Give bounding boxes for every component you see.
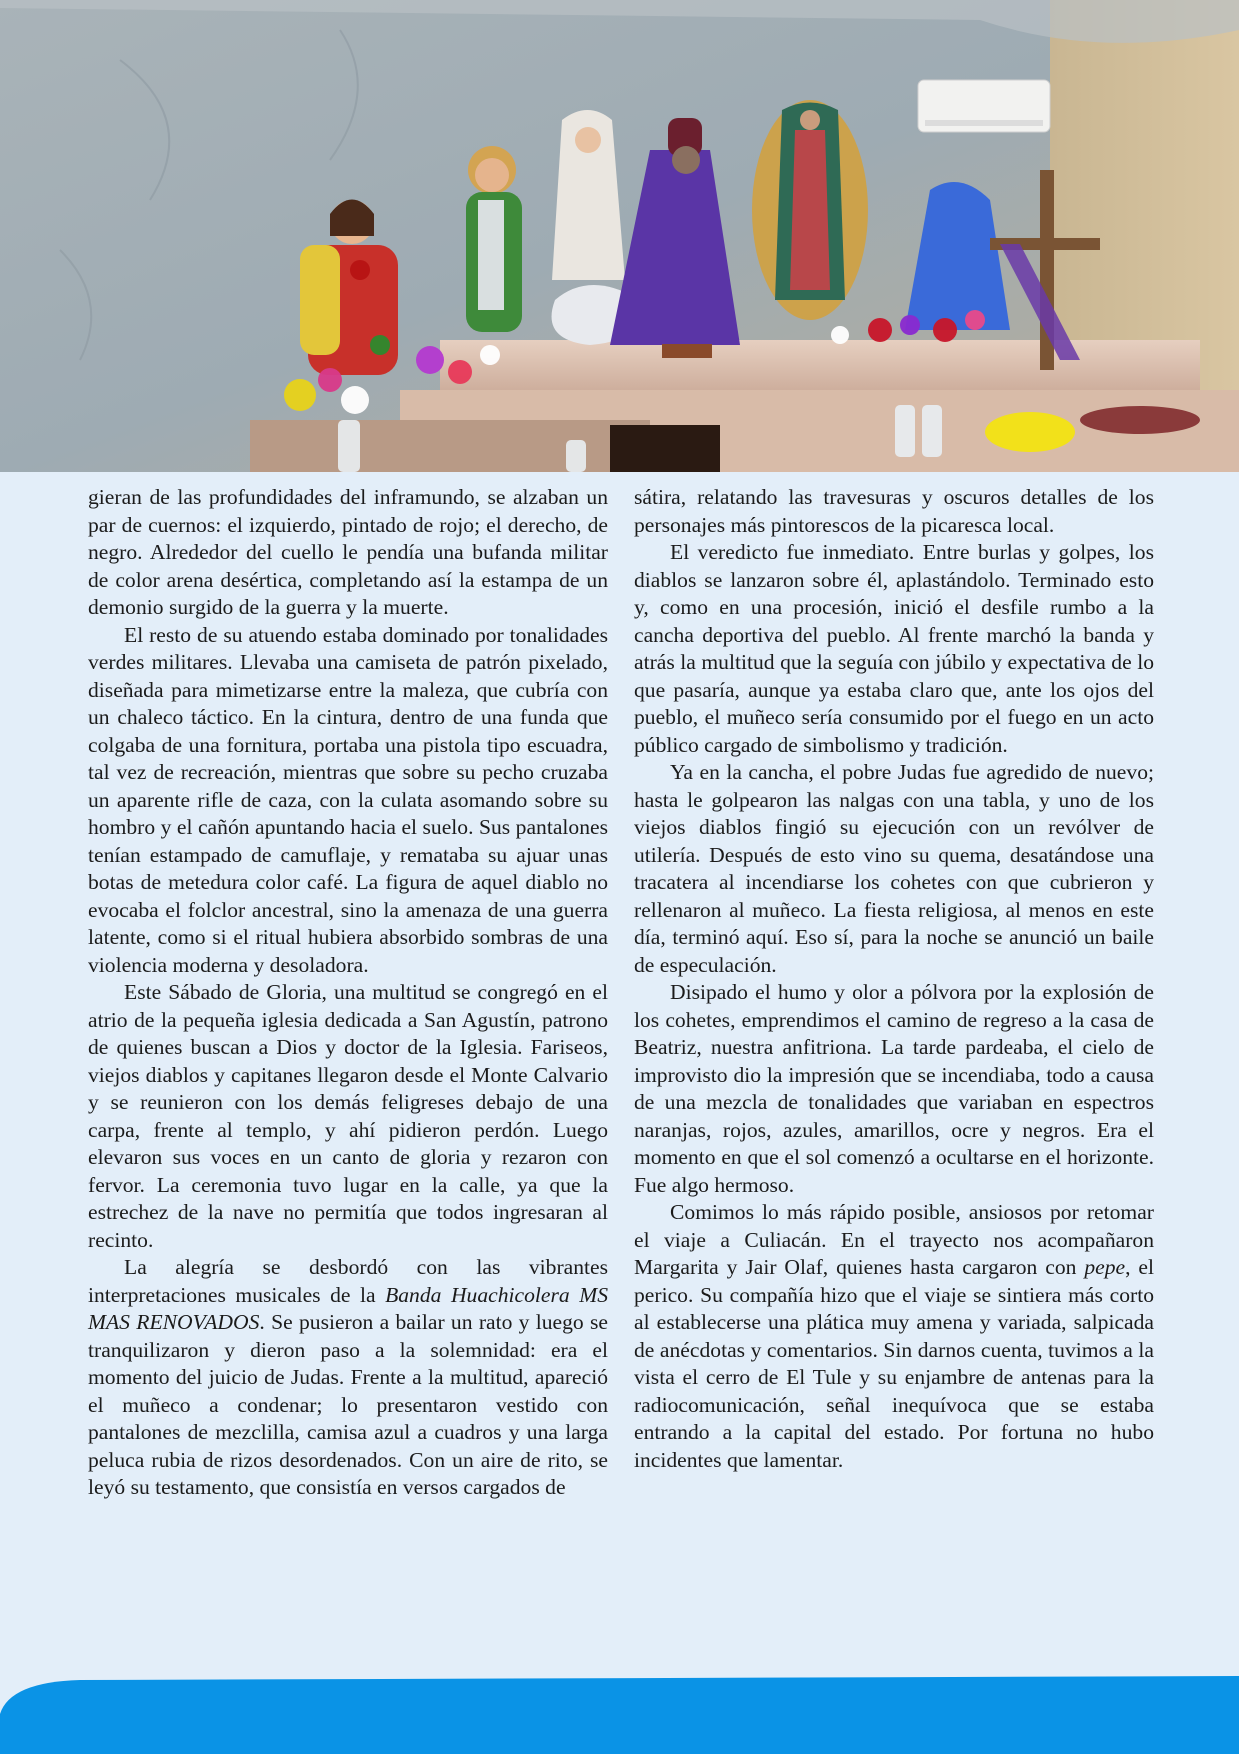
footer-wave <box>0 1676 1239 1754</box>
column-left <box>88 484 608 1502</box>
paragraph: sátira, relatando las travesuras y oscuros detalles de los personajes más pintorescos de la picaresca local. <box>634 485 1154 537</box>
article-body <box>88 484 1154 1502</box>
paragraph: Ya en la cancha, el pobre Judas fue agredido de nuevo; hasta le golpearon las nalgas con una tabla, y uno de los viejos diablos fingió su ejecución con un revólver de utilería. Después de esto vino su quema, desatándose una tracatera al incendiarse los cohetes con que cubrieron y rellenaron al muñeco. La fiesta religiosa, al menos en este día, terminó aquí. Eso sí, para la noche se anunció un baile de especulación. <box>634 760 1154 977</box>
text-run: , el perico. Su compañía hizo que el viaje se sintiera más corto al establecerse una plática muy amena y variada, salpicada de anécdotas y comentarios. Sin darnos cuenta, tuvimos a la vista el cerro de El Tule y su enjambre de antenas para la radiocomunicación, señal inequívoca que se estaba entrando a la capital del estado. Por fortuna no hubo incidentes que lamentar. <box>634 1255 1154 1472</box>
paragraph <box>88 1254 608 1502</box>
parrot-name: pepe <box>1084 1255 1126 1279</box>
paragraph: Disipado el humo y olor a pólvora por la explosión de los cohetes, emprendimos el camino de regreso a la casa de Beatriz, nuestra anfitriona. La tarde pardeaba, el cielo de improvisto dio la impresión que se incendiaba, todo a causa de una mezcla de tonalidades que variaban en espectros naranjas, rojos, azules, amarillos, ocre y negros. Era el momento en que el sol comenzó a ocultarse en el horizonte. Fue algo hermoso. <box>634 980 1154 1197</box>
altar-photo <box>0 0 1239 472</box>
altar-illustration <box>0 0 1239 472</box>
text-run: Comimos lo más rápido posible, ansiosos por retomar el viaje a Culiacán. En el trayecto nos acompañaron Margarita y Jair Olaf, quienes hasta cargaron con <box>634 1200 1154 1279</box>
paragraph: gieran de las profundidades del inframundo, se alzaban un par de cuernos: el izquierdo, pintado de rojo; el derecho, de negro. Alrededor del cuello le pendía una bufanda militar de color arena desértica, completando así la estampa de un demonio surgido de la guerra y la muerte. <box>88 485 608 619</box>
paragraph <box>634 1199 1154 1474</box>
footer-band <box>0 1676 1239 1754</box>
paragraph: El resto de su atuendo estaba dominado por tonalidades verdes militares. Llevaba una camiseta de patrón pixelado, diseñada para mimetizarse entre la maleza, que cubría con un chaleco táctico. En la cintura, dentro de una funda que colgaba de una fornitura, portaba una pistola tipo escuadra, tal vez de recreación, mientras que sobre su pecho cruzaba un aparente rifle de caza, con la culata asomando sobre su hombro y el cañón apuntando hacia el suelo. Sus pantalones tenían estampado de camuflaje, y remataba su ajuar unas botas de metedura color café. La figura de aquel diablo no evocaba el folclor ancestral, sino la amenaza de una guerra latente, como si el ritual hubiera absorbido sombras de una violencia moderna y desoladora. <box>88 622 608 977</box>
column-right <box>634 484 1154 1502</box>
text-run: . Se pusieron a bailar un rato y luego se tranquilizaron y dieron paso a la solemnidad: era el momento del juicio de Judas. Frente a la multitud, apareció el muñeco a condenar; lo presentaron vestido con pantalones de mezclilla, camisa azul a cuadros y una larga peluca rubia de rizos desordenados. Con un aire de rito, se leyó su testamento, que consistía en versos cargados de <box>88 1310 609 1499</box>
paragraph: El veredicto fue inmediato. Entre burlas y golpes, los diablos se lanzaron sobre él, aplastándolo. Terminado esto y, como en una procesión, inició el desfile rumbo a la cancha deportiva del pueblo. Al frente marchó la banda y atrás la multitud que la seguía con júbilo y expectativa de lo que pasaría, aunque ya estaba claro que, ante los ojos del pueblo, el muñeco sería consumido por el fuego en un acto público cargado de simbolismo y tradición. <box>634 540 1154 757</box>
paragraph: Este Sábado de Gloria, una multitud se congregó en el atrio de la pequeña iglesia dedicada a San Agustín, patrono de quienes buscan a Dios y doctor de la Iglesia. Fariseos, viejos diablos y capitanes llegaron desde el Monte Calvario y se reunieron con los demás feligreses debajo de una carpa, frente al templo, y ahí pidieron perdón. Luego elevaron sus voces en un canto de gloria y rezaron con fervor. La ceremonia tuvo lugar en la calle, ya que la estrechez de la nave no permitía que todos ingresaran al recinto. <box>88 980 608 1252</box>
band-name: Banda Huachicolera MS MAS RENOVADOS <box>88 1282 608 1334</box>
text-run: La alegría se desbordó con las vibrantes interpretaciones musicales de la <box>88 1255 608 1307</box>
